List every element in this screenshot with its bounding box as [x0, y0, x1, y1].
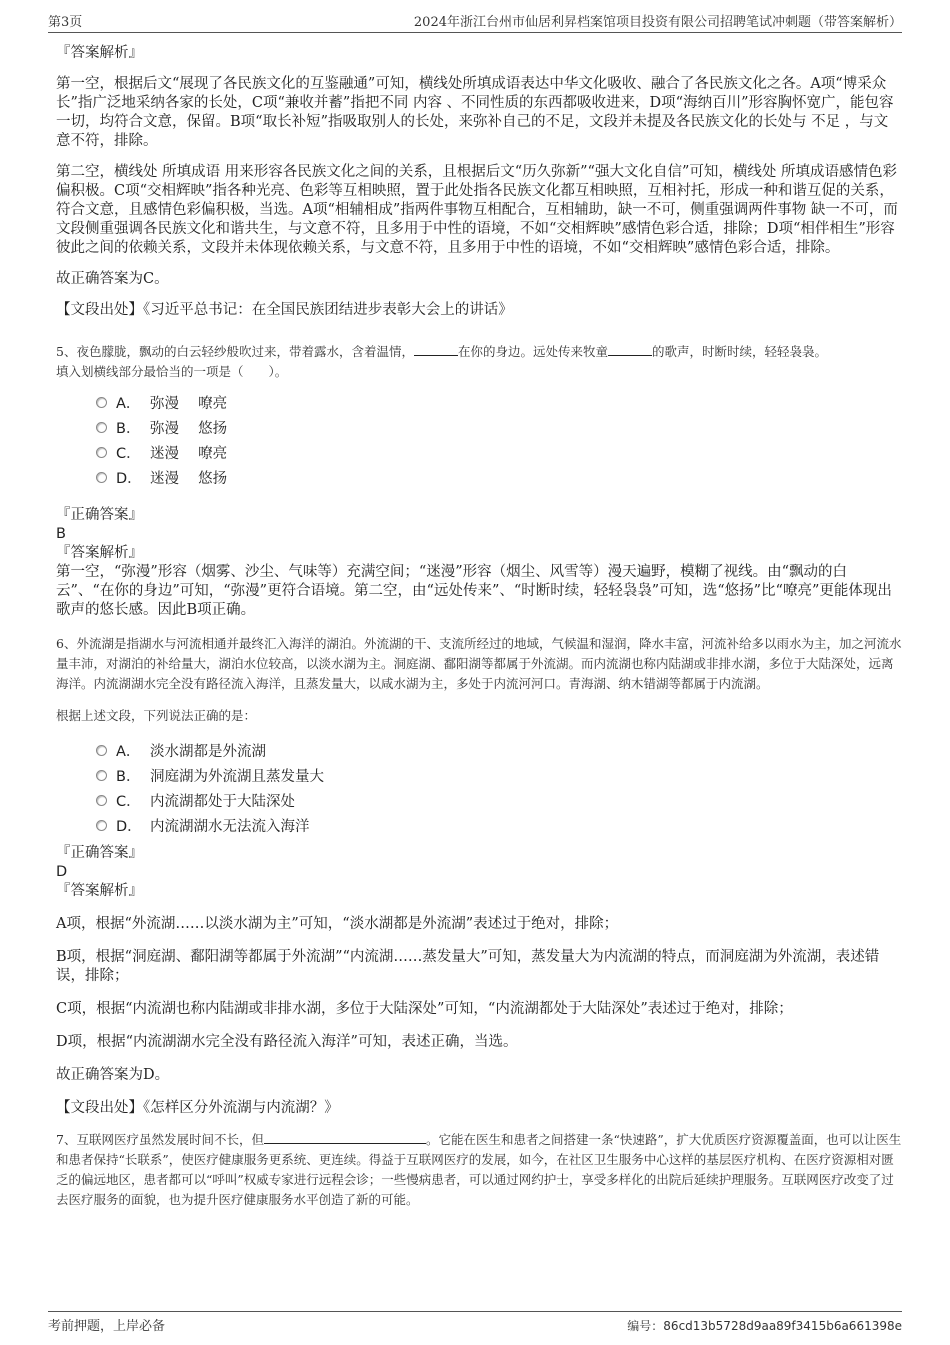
- page-header: [48, 8, 902, 33]
- option-text: 淡水湖都是外流湖: [150, 744, 266, 760]
- correct-answer: B: [56, 526, 66, 542]
- option-text: 内流湖都处于大陆深处: [150, 794, 295, 810]
- option-d[interactable]: [56, 813, 902, 838]
- option-letter: B．: [116, 421, 141, 437]
- radio-button-icon[interactable]: [96, 472, 107, 483]
- page-content: [56, 40, 902, 1210]
- page-footer: [48, 1311, 902, 1334]
- answer-blank-1[interactable]: [414, 355, 458, 356]
- option-b[interactable]: [56, 763, 902, 788]
- radio-button-icon[interactable]: [96, 422, 107, 433]
- question-instruction: 填入划横线部分最恰当的一项是（ ）。: [56, 364, 288, 379]
- option-d[interactable]: [56, 465, 902, 490]
- question-5: [56, 342, 902, 620]
- question-6: [56, 634, 902, 1118]
- analysis-heading: 『答案解析』: [56, 545, 143, 561]
- answer-heading: 『正确答案』: [56, 845, 143, 861]
- radio-button-icon[interactable]: [96, 447, 107, 458]
- correct-answer: D: [56, 864, 68, 880]
- analysis-paragraph-2: 第二空，横线处 所填成语 用来形容各民族文化之间的关系，且根据后文“历久弥新”“强大文化自信”可知，横线处 所填成语感情色彩偏积极。C项“交相辉映”指各种光亮、色彩等互相映照，置于此处指各民族文化都互相映照，互相衬托，形成一种和谐互促的关系，符合文意，且感情色彩偏积极，当选。A项“相辅相成”指两件事物互相配合，互相辅助，缺一不可，侧重强调两件事物 缺一不可，而文段侧重强调各民族文化和谐共生，与文意不符，且多用于中性的语境，不如“交相辉映”感情色彩合适，排除；D项“相伴相生”形容彼此之间的依赖关系，文段并未体现依赖关系，与文意不符，且多用于中性的语境，不如“交相辉映”感情色彩合适，排除。: [56, 164, 898, 256]
- option-c[interactable]: [56, 788, 902, 813]
- option-text: 迷漫 嘹亮: [150, 446, 228, 462]
- source-citation: 【文段出处】《习近平总书记：在全国民族团结进步表彰大会上的讲话》: [56, 302, 513, 318]
- option-list: [56, 390, 902, 490]
- option-letter: A．: [116, 396, 141, 412]
- option-letter: C．: [116, 446, 141, 462]
- analysis-heading: 『答案解析』: [56, 883, 143, 899]
- analysis-heading: 『答案解析』: [56, 45, 143, 61]
- option-text: 迷漫 悠扬: [150, 471, 228, 487]
- question-stem: 5、夜色朦胧，飘动的白云轻纱般吹过来，带着露水，含着温情， 在你的身边。远处传来牧童 的歌声，时断时续，轻轻袅袅。: [56, 344, 827, 359]
- option-a[interactable]: [56, 738, 902, 763]
- radio-button-icon[interactable]: [96, 745, 107, 756]
- question-stem: 6、外流湖是指湖水与河流相通并最终汇入海洋的湖泊。外流湖的干、支流所经过的地域，气候温和湿润，降水丰富，河流补给多以雨水为主，加之河流水量丰沛，对湖泊的补给量大，湖泊水位较高，以淡水湖为主。洞庭湖、鄱阳湖等都属于外流湖。而内流湖也称内陆湖或非排水湖，多位于大陆深处，远离海洋。内流湖湖水完全没有路径流入海洋，且蒸发量大，以咸水湖为主，多处于内流河河口。青海湖、纳木错湖等都属于内流湖。: [56, 636, 902, 691]
- code-label: 编号：: [627, 1319, 664, 1333]
- question-stem: 7、互联网医疗虽然发展时间不长，但 。它能在医生和患者之间搭建一条“快速路”，扩大优质医疗资源覆盖面，也可以让医生和患者保持“长联系”，使医疗健康服务更系统、更连续。得益于互联网医疗的发展，如今，在社区卫生服务中心这样的基层医疗机构、在医疗资源相对匮乏的偏远地区，患者都可以“呼叫”权威专家进行远程会诊；一些慢病患者，可以通过网约护士，享受多样化的出院后延续护理服务。互联网医疗改变了过去医疗服务的面貌，也为提升医疗健康服务水平创造了新的可能。: [56, 1132, 902, 1207]
- question-prompt: 根据上述文段，下列说法正确的是：: [56, 708, 257, 723]
- option-text: 弥漫 悠扬: [150, 421, 228, 437]
- radio-button-icon[interactable]: [96, 795, 107, 806]
- option-list: [56, 738, 902, 838]
- option-text: 弥漫 嘹亮: [150, 396, 228, 412]
- answer-heading: 『正确答案』: [56, 507, 143, 523]
- page-number: 第3页: [48, 14, 83, 30]
- option-letter: A．: [116, 744, 141, 760]
- radio-button-icon[interactable]: [96, 397, 107, 408]
- radio-button-icon[interactable]: [96, 770, 107, 781]
- answer-blank[interactable]: [264, 1143, 426, 1144]
- option-b[interactable]: [56, 415, 902, 440]
- analysis-text: 第一空，“弥漫”形容（烟雾、沙尘、气味等）充满空间；“迷漫”形容（烟尘、风雪等）漫天遍野，模糊了视线。由“飘动的白云”、“在你的身边”可知，“弥漫”更符合语境。第二空，由“远处传来”、“时断时续，轻轻袅袅”可知，选“悠扬”比“嘹亮”更能体现出歌声的悠长感。因此B项正确。: [56, 564, 892, 618]
- option-letter: C．: [116, 794, 141, 810]
- radio-button-icon[interactable]: [96, 820, 107, 831]
- footer-slogan: 考前押题，上岸必备: [48, 1319, 166, 1334]
- answer-blank-2[interactable]: [608, 355, 652, 356]
- answer-conclusion: 故正确答案为D。: [56, 1067, 170, 1083]
- document-code: [627, 1317, 902, 1334]
- option-c[interactable]: [56, 440, 902, 465]
- analysis-paragraph-1: 第一空，根据后文“展现了各民族文化的互鉴融通”可知，横线处所填成语表达中华文化吸收、融合了各民族文化之各。A项“博采众长”指广泛地采纳各家的长处，C项“兼收并蓄”指把不同 内容 、不同性质的东西都吸收进来，D项“海纳百川”形容胸怀宽广，能包容一切，均符合文意，保留。B项“取长补短”指吸取别人的长处，来弥补自己的不足，文段并未提及各民族文化的长处与 不足 ，与文意不符，排除。: [56, 76, 894, 149]
- source-citation: 【文段出处】《怎样区分外流湖与内流湖？》: [56, 1100, 339, 1116]
- analysis-option-b: B项，根据“洞庭湖、鄱阳湖等都属于外流湖”“内流湖……蒸发量大”可知，蒸发量大为内流湖的特点，而洞庭湖为外流湖，表述错误，排除；: [56, 949, 880, 984]
- option-text: 内流湖湖水无法流入海洋: [150, 819, 310, 835]
- analysis-option-a: A项，根据“外流湖……以淡水湖为主”可知，“淡水湖都是外流湖”表述过于绝对，排除；: [56, 916, 619, 932]
- answer-conclusion: 故正确答案为C。: [56, 271, 169, 287]
- code-value: 86cd13b5728d9aa89f3415b6a661398e: [663, 1319, 902, 1333]
- option-letter: D．: [116, 471, 142, 487]
- analysis-option-c: C项，根据“内流湖也称内陆湖或非排水湖，多位于大陆深处”可知，“内流湖都处于大陆深处”表述过于绝对，排除；: [56, 1001, 793, 1017]
- option-text: 洞庭湖为外流湖且蒸发量大: [150, 769, 324, 785]
- document-title: 2024年浙江台州市仙居利昇档案馆项目投资有限公司招聘笔试冲刺题（带答案解析）: [413, 14, 902, 30]
- option-a[interactable]: [56, 390, 902, 415]
- analysis-option-d: D项，根据“内流湖湖水完全没有路径流入海洋”可知，表述正确，当选。: [56, 1034, 518, 1050]
- question-4-analysis: [56, 44, 902, 320]
- option-letter: D．: [116, 819, 142, 835]
- option-letter: B．: [116, 769, 141, 785]
- question-7: [56, 1130, 902, 1210]
